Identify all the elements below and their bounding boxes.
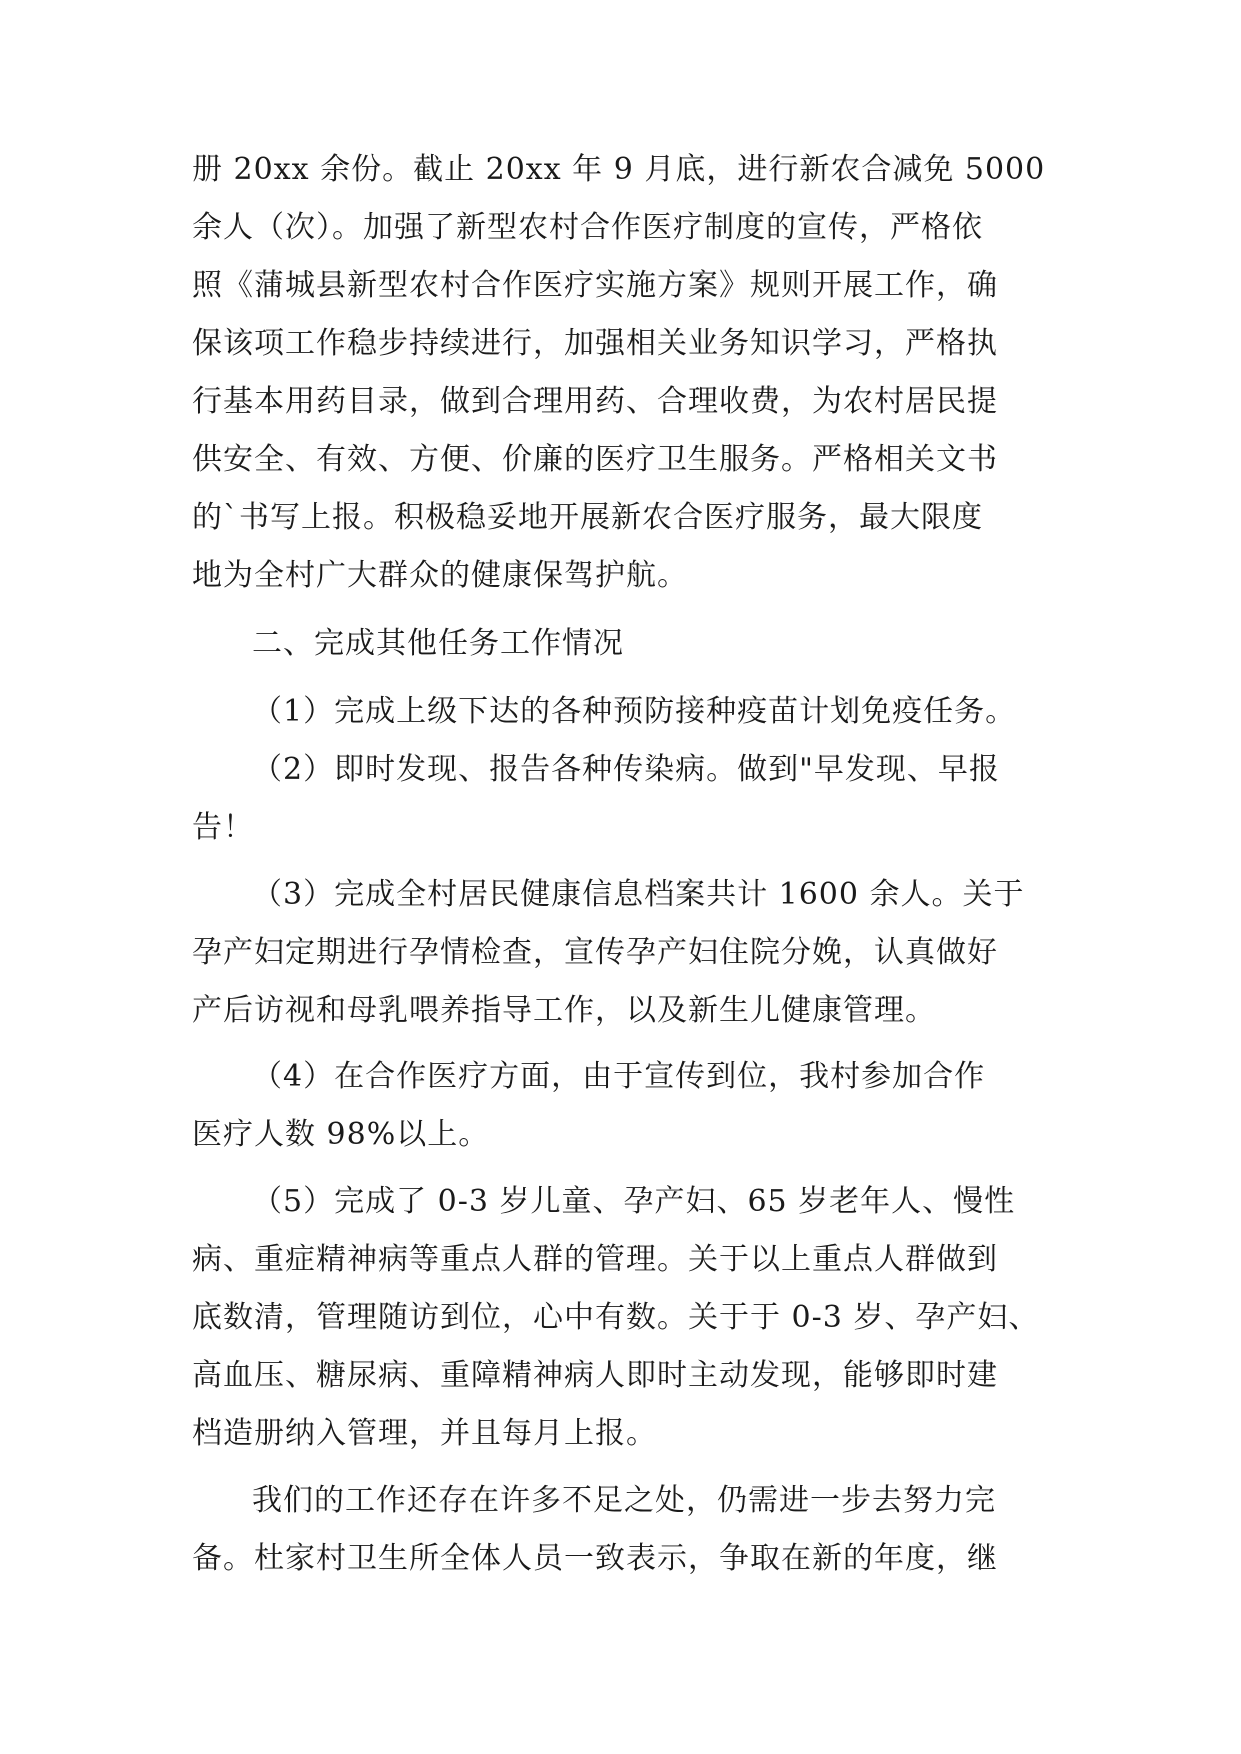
text-line: 册 20xx 余份。截止 20xx 年 9 月底，进行新农合减免 5000 (192, 152, 1046, 187)
section-heading: 二、完成其他任务工作情况 (252, 626, 624, 661)
text-line: 的`书写上报。积极稳妥地开展新农合医疗服务，最大限度 (192, 500, 983, 535)
list-item: （5）完成了 0-3 岁儿童、孕产妇、65 岁老年人、慢性 (252, 1184, 1016, 1219)
text-line: 备。杜家村卫生所全体人员一致表示，争取在新的年度，继 (192, 1541, 998, 1576)
text-line: 照《蒲城县新型农村合作医疗实施方案》规则开展工作，确 (192, 268, 998, 303)
text-line: 高血压、糖尿病、重障精神病人即时主动发现，能够即时建 (192, 1358, 998, 1393)
text-line: 医疗人数 98%以上。 (192, 1117, 490, 1152)
list-item: （1）完成上级下达的各种预防接种疫苗计划免疫任务。 (252, 694, 1017, 729)
text-line: 病、重症精神病等重点人群的管理。关于以上重点人群做到 (192, 1242, 998, 1277)
list-item: （2）即时发现、报告各种传染病。做到"早发现、早报 (252, 752, 1000, 787)
text-line: 行基本用药目录，做到合理用药、合理收费，为农村居民提 (192, 384, 998, 419)
text-line: 供安全、有效、方便、价廉的医疗卫生服务。严格相关文书 (192, 442, 998, 477)
text-line: 档造册纳入管理，并且每月上报。 (192, 1416, 657, 1451)
text-line: 地为全村广大群众的健康保驾护航。 (192, 558, 688, 593)
text-line: 底数清，管理随访到位，心中有数。关于于 0-3 岁、孕产妇、 (192, 1300, 1040, 1335)
text-line: 余人（次）。加强了新型农村合作医疗制度的宣传，严格依 (192, 210, 983, 245)
paragraph-start: 我们的工作还存在许多不足之处，仍需进一步去努力完 (252, 1483, 996, 1518)
text-line: 孕产妇定期进行孕情检查，宣传孕产妇住院分娩，认真做好 (192, 935, 998, 970)
list-item: （3）完成全村居民健康信息档案共计 1600 余人。关于 (252, 877, 1025, 912)
text-line: 保该项工作稳步持续进行，加强相关业务知识学习，严格执 (192, 326, 998, 361)
list-item: （4）在合作医疗方面，由于宣传到位，我村参加合作 (252, 1059, 986, 1094)
text-line: 告！ (192, 810, 254, 845)
text-line: 产后访视和母乳喂养指导工作，以及新生儿健康管理。 (192, 993, 936, 1028)
